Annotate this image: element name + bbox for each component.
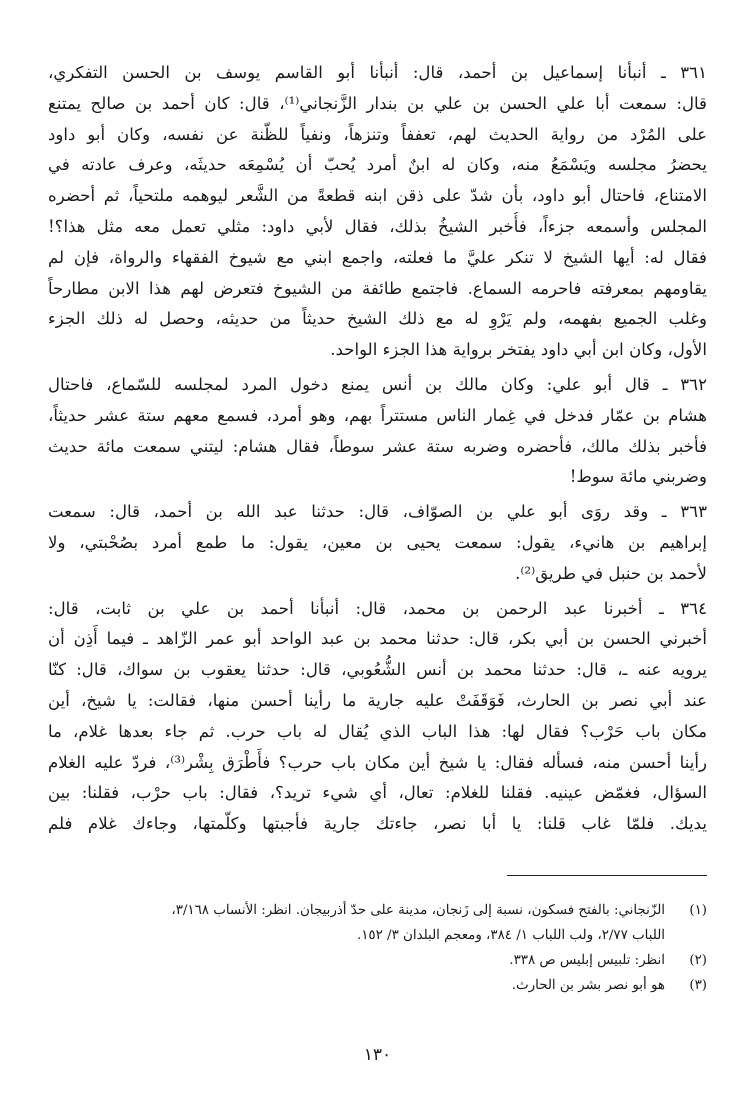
text-line: إبراهيم بن هانيء، يقول: سمعت يحيى بن معين، يقول: ما طمع أمرد بصُحْبتي، ولا <box>48 532 707 552</box>
text-line: ٣٦٣ ـ وقد روَى أبو علي بن الصوّاف، قال: حدثنا عبد الله بن أحمد، قال: سمعت <box>48 502 707 522</box>
footnote-number: (٣) <box>689 978 707 993</box>
text-line: فأخبر بذلك مالك، فأحضره وضربه ستة عشر سوطاً، فقال هشام: ليتني سمعت مائة حديث <box>48 436 707 456</box>
text-line: هشام بن عمّار فدخل في غِمار الناس مستتراً بهم، وهو أمرد، فسمع معهم ستة عشر حديثاً، <box>48 405 707 425</box>
footnote-text <box>48 973 665 998</box>
footnote-line: الزّنجاني: بالفتح فسكون، نسبة إلى زَنجان، مدينة على حدّ أذربيجان. انظر: الأنساب ٣/١٦٨، <box>171 903 665 918</box>
page-number: ١٣٠ <box>363 1045 392 1065</box>
text-line: عند أبي نصر بن الحارث، فَوَقَفَتْ عليه جارية ما رأينا أحسن منها، فقالت: يا شيخ، أين <box>48 690 707 710</box>
text-line: ٣٦٢ ـ قال أبو علي: وكان مالك بن أنس يمنع دخول المرد لمجلسه للسّماع، فاحتال <box>48 374 707 394</box>
footnote-text <box>48 948 665 973</box>
text-line: المجلس وأسمعه جزءاً، فأُخبر الشيخُ بذلك، فقال لأبي داود: مثلي تعمل معه مثل هذا؟! <box>48 216 707 236</box>
text-line: الأول، وكان ابن أبي داود يفتخر برواية هذا الجزء الواحد. <box>330 340 707 360</box>
text-line: يديك. فلمّا غاب قلنا: يا أبا نصر، جاءتك جارية فأجبتها وكلّمتها، وجاءك غلام فلم <box>48 814 707 834</box>
text-line: مكان باب حَرْب؟ فقال لها: هذا الباب الذي يُقال له باب حرب. ثم جاء بعدها غلام، ما <box>48 721 707 741</box>
footnote-line: انظر: تلبيس إبليس ص ٣٣٨. <box>509 953 665 968</box>
text-line: الامتناع، فاحتال أبو داود، بأن شدّ على ذقن ابنه قطعةً من الشَّعر ليوهمه ملتحياً، ثم أحضره <box>48 186 707 206</box>
text-line: يحضرُ مجلسه ويَسْمَعُ منه، وكان له ابنٌ أمرد يُحبّ أن يُسْمِعَه حديثَه، وعرف عادته في <box>48 155 707 175</box>
text-line: لأحمد بن حنبل في طريق⁽²⁾. <box>515 563 707 583</box>
text-line: ٣٦١ ـ أنبأنا إسماعيل بن أحمد، قال: أنبأنا أبو القاسم يوسف بن الحسن التفكري، <box>48 63 707 82</box>
text-line: على المُرْد من رواية الحديث لهم، تعففاً وتنزهاً، ونفياً للظّنة عن نفسه، وكان أبو داود <box>48 124 707 144</box>
paragraph-361 <box>48 58 707 366</box>
paragraph-362 <box>48 370 707 493</box>
text-line: قال: سمعت أبا علي الحسن بن علي بن بندار الزَّنجاني⁽¹⁾، قال: كان أحمد بن صالح يمتنع <box>48 93 707 113</box>
footnote-line: هو أبو نصر بشر بن الحارث. <box>511 978 665 993</box>
footnote-divider <box>507 875 707 876</box>
footnote-2 <box>48 948 707 973</box>
footnote-3 <box>48 973 707 998</box>
text-line: أخبرني الحسن بن أبي بكر، قال: حدثنا محمد بن عبد الواحد أبو عمر الزّاهد ـ فيما أَذِن أن <box>48 629 707 649</box>
footnote-number: (٢) <box>689 953 707 968</box>
text-line: وغلب الجميع بفهمه، ولم يَرْوِ له مع ذلك الشيخ حديثاً من حديثه، وحصل له ذلك الجزء <box>48 309 707 329</box>
footnote-line: اللباب ٢/٧٧، ولب اللباب ١/ ٣٨٤، ومعجم البلدان ٣/ ١٥٢. <box>356 928 665 943</box>
text-line: يقاومهم بمعرفته فاحرمه السماع. فاجتمع طائفة من الشيوخ فتعرض لهم هذا الابن مطارحاً <box>48 278 707 298</box>
paragraph-363 <box>48 497 707 589</box>
footnote-1 <box>48 898 707 948</box>
text-line: السؤال، فغمّض عينيه. فقلنا للغلام: تعال، أي شيء تريد؟، فقال: باب حرْب، فقلنا: بين <box>48 783 707 803</box>
text-line: وضربني مائة سوط! <box>569 467 707 487</box>
text-line: يرويه عنه ـ، قال: حدثنا محمد بن أنس الشُّعُوبي، قال: حدثنا يعقوب بن سواك، قال: كنّا <box>48 660 707 680</box>
footnote-number: (١) <box>689 903 707 918</box>
text-line: فقال له: أيها الشيخ لا تنكر عليَّ ما فعلته، واجمع ابني مع شيوخ الفقهاء والرواة، فإن لم <box>48 247 707 267</box>
text-line: ٣٦٤ ـ أخبرنا عبد الرحمن بن محمد، قال: أنبأنا أحمد بن علي بن ثابت، قال: <box>48 598 707 618</box>
main-text <box>48 58 707 844</box>
text-line: رأينا أحسن منه، فسأله فقال: يا شيخ أين مكان باب حرب؟ فأَطْرَق بِشْر⁽³⁾، فردّ عليه الغلام <box>48 752 707 772</box>
paragraph-364 <box>48 594 707 840</box>
footnote-text <box>48 898 665 948</box>
footnotes <box>48 898 707 998</box>
